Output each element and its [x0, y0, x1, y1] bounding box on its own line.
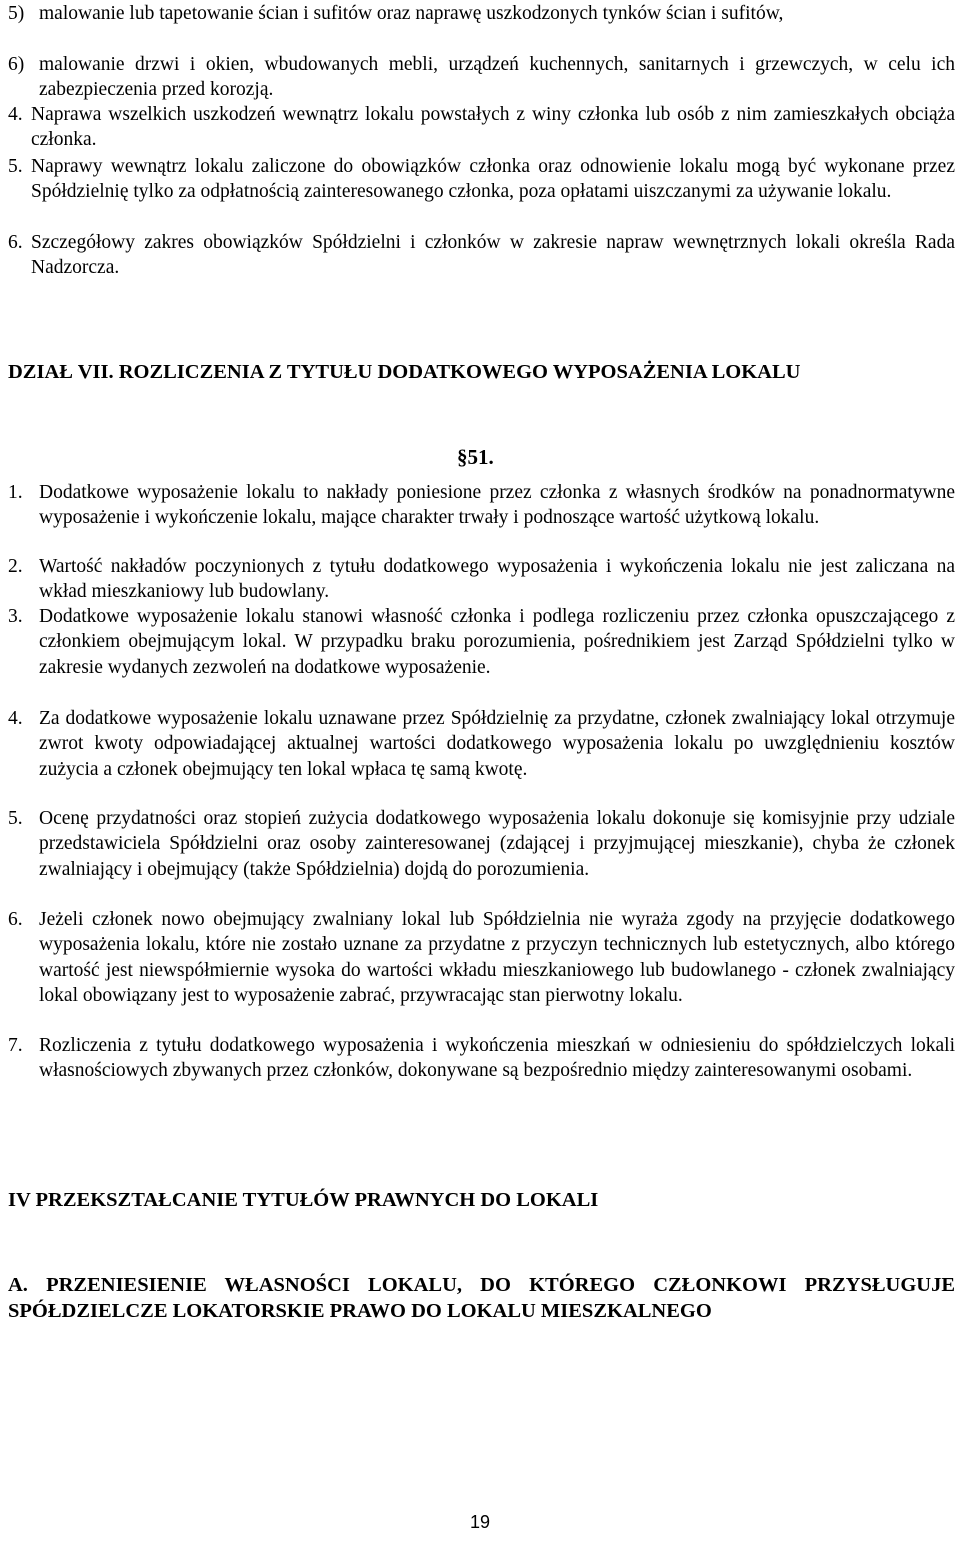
item-number: 2. [8, 556, 23, 577]
par51-item-5 [8, 806, 955, 882]
item-number: 3. [8, 606, 23, 627]
item-text: Naprawy wewnątrz lokalu zaliczone do obowiązków członka oraz odnowienie lokalu mogą być wykonane przez Spółdzielnię tylko za odpłatnością zainteresowanego członka, poza opłatami uiszczanymi za używanie lokalu. [31, 156, 955, 203]
page-number: 19 [469, 1512, 491, 1532]
item-text: Jeżeli członek nowo obejmujący zwalniany lokal lub Spółdzielnia nie wyraża zgody na przyjęcie dodatkowego wyposażenia lokalu, które nie zostało uznane za przydatne z przyczyn technicznych lub estetycznych, albo którego wartość jest niewspółmiernie wysoka do wartości wkładu mieszkaniowego lub budowlanego - członek zwalniający lokal obowiązany jest to wyposażenie zabrać, przywracając stan pierwotny lokalu. [39, 909, 955, 1006]
item-number: 1. [8, 482, 23, 503]
item-text: malowanie lub tapetowanie ścian i sufitów oraz naprawę uszkodzonych tynków ścian i sufitów, [39, 3, 784, 24]
item-text: Ocenę przydatności oraz stopień zużycia dodatkowego wyposażenia lokalu dokonuje się komisyjnie przy udziale przedstawiciela Spółdzielni oraz osoby zainteresowanej (zdającej i przyjmującej mieszkanie), chyba że członek zwalniający i obejmujący (także Spółdzielnia) dojdą do porozumienia. [39, 808, 955, 880]
item-text: Wartość nakładów poczynionych z tytułu dodatkowego wyposażenia i wykończenia lokalu nie jest zaliczana na wkład mieszkaniowy lub budowlany. [39, 556, 955, 603]
section-item-5 [8, 154, 955, 205]
item-number: 6. [8, 232, 23, 253]
section-item-4 [8, 102, 955, 153]
part-heading: IV PRZEKSZTAŁCANIE TYTUŁÓW PRAWNYCH DO LOKALI [8, 1189, 599, 1211]
par51-item-7 [8, 1033, 955, 1084]
item-number: 4. [8, 104, 23, 125]
item-number: 5) [8, 3, 25, 24]
subsection-heading: A. PRZENIESIENIE WŁASNOŚCI LOKALU, DO KTÓREGO CZŁONKOWI PRZYSŁUGUJE SPÓŁDZIELCZE LOKATORSKIE PRAWO DO LOKALU MIESZKALNEGO [8, 1274, 955, 1322]
item-number: 5. [8, 156, 23, 177]
item-text: malowanie drzwi i okien, wbudowanych mebli, urządzeń kuchennych, sanitarnych i grzewczych, w celu ich zabezpieczenia przed korozją. [39, 54, 955, 101]
item-text: Dodatkowe wyposażenie lokalu to nakłady poniesione przez członka z własnych środków na ponadnormatywne wyposażenie i wykończenie lokalu, mające charakter trwały i podnoszące wartość użytkową lokalu. [39, 482, 955, 529]
item-number: 6. [8, 909, 23, 930]
par51-item-4 [8, 706, 955, 782]
par51-item-6 [8, 907, 955, 1008]
list-item-5-paren [8, 1, 955, 26]
item-number: 5. [8, 808, 23, 829]
par51-item-2 [8, 554, 955, 605]
par51-item-1 [8, 480, 955, 531]
item-text: Rozliczenia z tytułu dodatkowego wyposażenia i wykończenia mieszkań w odniesieniu do spółdzielczych lokali własnościowych zbywanych przez członków, dokonywane są bezpośrednio między zainteresowanymi osobami. [39, 1035, 955, 1082]
item-text: Naprawa wszelkich uszkodzeń wewnątrz lokalu powstałych z winy członka lub osób z nim zamieszkałych obciąża członka. [31, 104, 955, 151]
item-number: 4. [8, 708, 23, 729]
paragraph-sign: §51. [457, 445, 494, 469]
par51-item-3 [8, 604, 955, 680]
dzial-heading: DZIAŁ VII. ROZLICZENIA Z TYTUŁU DODATKOWEGO WYPOSAŻENIA LOKALU [8, 361, 801, 383]
list-item-6-paren [8, 52, 955, 103]
item-text: Dodatkowe wyposażenie lokalu stanowi własność członka i podlega rozliczeniu przez członka opuszczającego z członkiem obejmującym lokal. W przypadku braku porozumienia, pośrednikiem jest Zarząd Spółdzielni tylko w zakresie wydanych zezwoleń na dodatkowe wyposażenie. [39, 606, 955, 678]
item-number: 6) [8, 54, 25, 75]
item-text: Szczegółowy zakres obowiązków Spółdzielni i członków w zakresie napraw wewnętrznych lokali określa Rada Nadzorcza. [31, 232, 955, 279]
item-number: 7. [8, 1035, 23, 1056]
section-item-6 [8, 230, 955, 281]
item-text: Za dodatkowe wyposażenie lokalu uznawane przez Spółdzielnię za przydatne, członek zwalniający lokal otrzymuje zwrot kwoty odpowiadającej aktualnej wartości dodatkowego wyposażenia lokalu po uwzględnieniu kosztów zużycia a członek obejmujący ten lokal wpłaca tę samą kwotę. [39, 708, 955, 780]
